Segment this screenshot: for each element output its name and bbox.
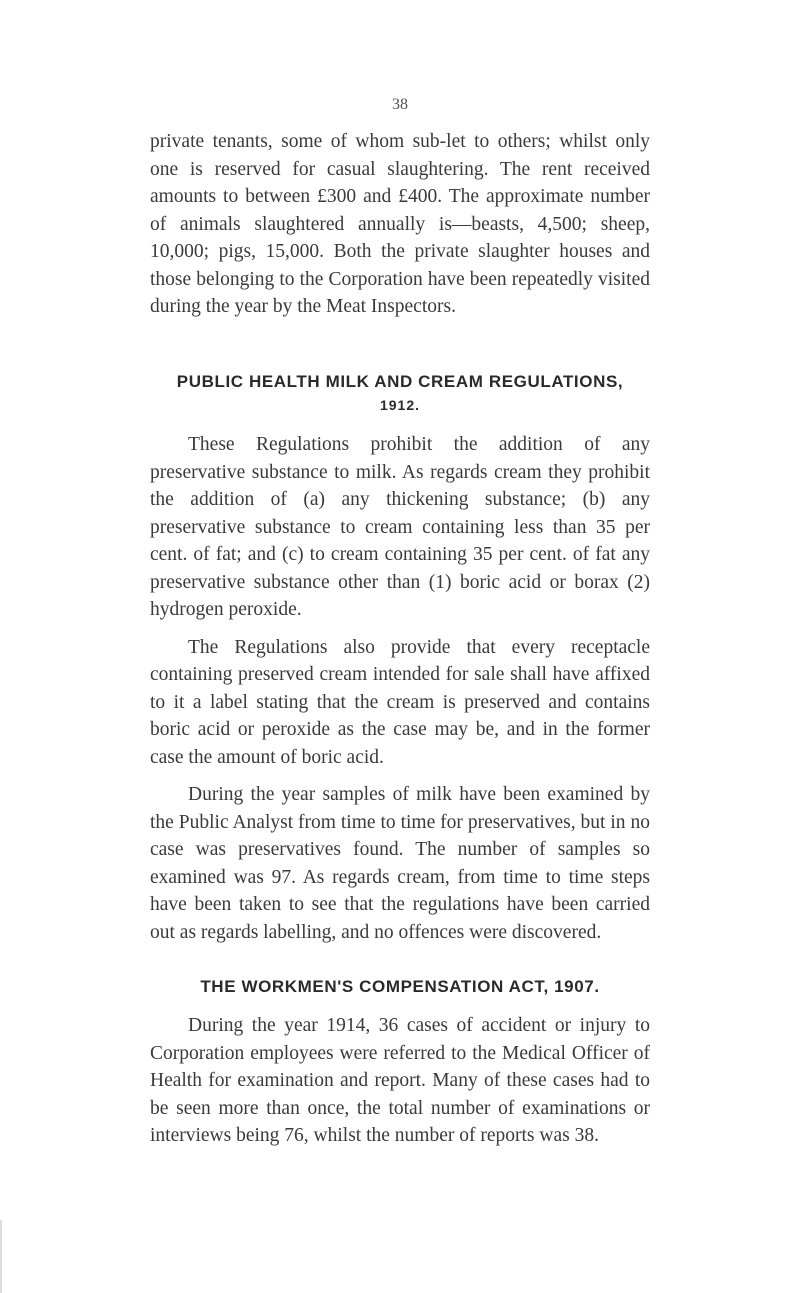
workmen-compensation-heading: THE WORKMEN'S COMPENSATION ACT, 1907. [200,977,600,996]
page-number: 38 [392,96,408,113]
intro-paragraph: private tenants, some of whom sub-let to others; whilst only one is reserved for casual slaughtering. The rent received amounts to between £300 and £400. The approximate number of animals slaughtered annually is—beasts, 4,500; sheep, 10,000; pigs, 15,000. Both the private slaughter houses and those belonging to the Corporation have been repeatedly visited during the year by the Meat Inspectors. [150,131,650,317]
workmen-compensation-section [150,1012,650,1150]
milk-cream-paragraph: The Regulations also provide that every receptacle containing preserved cream intended for sale shall have affixed to it a label stating that the cream is preserved and contains boric acid or peroxide as the case may be, and in the former case the amount of boric acid. [150,636,650,768]
workmen-compensation-paragraph: During the year 1914, 36 cases of accident or injury to Corporation employees were referred to the Medical Officer of Health for examination and report. Many of these cases had to be seen more than once, the total number of examinations or interviews being 76, whilst the number of reports was 38. [150,1015,650,1146]
milk-cream-heading: PUBLIC HEALTH MILK AND CREAM REGULATIONS, [176,372,624,391]
milk-cream-paragraph: During the year samples of milk have been examined by the Public Analyst from time to time for preservatives, but in no case was preservatives found. The number of samples so examined was 97. As regards cream, from time to time steps have been taken to see that the regulations have been carried out as regards labelling, and no offences were discovered. [150,784,650,943]
milk-cream-section [150,431,650,946]
milk-cream-paragraph: These Regulations prohibit the addition of any preservative substance to milk. As regards cream they prohibit the addition of (a) any thickening substance; (b) any preservative substance to cream containing less than 35 per cent. of fat; and (c) to cream containing 35 per cent. of fat any preservative substance other than (1) boric acid or borax (2) hydrogen peroxide. [150,434,650,620]
page-edge-mark [0,1220,2,1293]
milk-cream-heading-year: 1912. [379,397,421,413]
intro-section [150,128,650,321]
